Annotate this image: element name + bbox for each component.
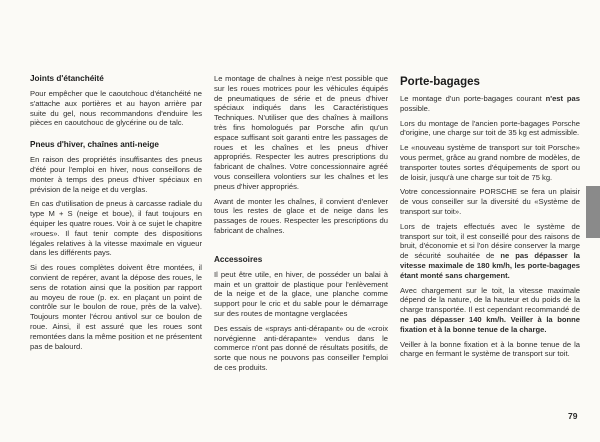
paragraph-joints: Pour empêcher que le caoutchouc d'étanchéité ne s'attache aux portières et au hayon arrière par suite du gel, nous recommandons d'enduire les pièces en caoutchouc de glycérine ou de talc. — [30, 89, 202, 128]
paragraph-accessoires-2: Des essais de «sprays anti-dérapant» ou de «croix norvégienne anti-dérapante» vendus dans le commerce n'ont pas donné de résultats positifs, de sorte que nous ne pouvons pas conseiller l'emploi de ces produits. — [214, 323, 388, 372]
column-right — [400, 76, 580, 364]
heading-pneus: Pneus d'hiver, chaînes anti-neige — [30, 140, 159, 150]
paragraph-porte-7: Veiller à la bonne fixation et à la bonne tenue de la charge en fermant le système de transport sur toit. — [400, 339, 580, 359]
paragraph-porte-1: Le montage d'un porte-bagages courant n'est pas possible. — [400, 94, 580, 113]
paragraph-porte-6: Avec chargement sur le toit, la vitesse maximale dépend de la nature, de la hauteur et du poids de la charge transportée. Il est cependant recommandé de ne pas dépasser 140 km/h. Veiller à la bonne fixation et à la bonne tenue de la charge. — [400, 285, 580, 334]
paragraph-porte-4: Votre concessionnaire PORSCHE se fera un plaisir de vous conseiller sur la diversité du «Système de transport sur toit». — [400, 187, 580, 216]
paragraph-pneus-1: En raison des propriétés insuffisantes des pneus d'été pour l'emploi en hiver, nous conseillons de monter à temps des pneus d'hiver spéciaux en prévision de la neige et du verglas. — [30, 155, 202, 194]
heading-porte-bagages: Porte-bagages — [400, 76, 480, 88]
section-thumb-tab — [586, 186, 600, 238]
page-number: 79 — [568, 411, 578, 421]
paragraph-porte-2: Lors du montage de l'ancien porte-bagages Porsche d'origine, une charge sur toit de 35 kg est admissible. — [400, 118, 580, 138]
paragraph-pneus-2: En cas d'utilisation de pneus à carcasse radiale du type M + S (neige et boue), il faut toujours en équiper les quatre roues. Voir à ce sujet le chapitre «roues». Il faut tenir compte des dispositions légales relatives à la vitesse maximale en vigueur dans les différents pays. — [30, 199, 202, 258]
heading-accessoires: Accessoires — [214, 254, 263, 264]
heading-joints: Joints d'étanchéité — [30, 74, 104, 83]
paragraph-porte-3: Le «nouveau système de transport sur toit Porsche» vous permet, grâce au grand nombre de modèles, de transporter toutes sortes d'équipements de sport ou de loisir, jusqu'à une charge sur toit de 75 kg. — [400, 143, 580, 182]
column-middle — [214, 74, 388, 378]
paragraph-pneus-3: Si des roues complètes doivent être montées, il convient de repérer, avant la dépose des roues, le sens de rotation ainsi que la position par rapport au moyeu de roue (p. ex. en plaçant un point de contrôle sur le boulon de roue, près de la valve). Toujours monter l'écrou antivol sur ce boulon de roue. Ainsi, il est assuré que les roues sont remontées dans la même position et ne présentent pas de balourd. — [30, 263, 202, 351]
paragraph-porte-5: Lors de trajets effectués avec le système de transport sur toit, il est conseillé pour des raisons de bruit, d'économie et si l'on désire conserver la marge de sécurité souhaitée de ne pas dépasser la vitesse maximale de 180 km/h, les porte-bagages étant monté sans chargement. — [400, 221, 580, 280]
paragraph-chaines-1: Le montage de chaînes à neige n'est possible que sur les roues motrices pour les véhicules équipés de pneumatiques de série et de pneus d'hiver spéciaux indiqués dans les Caractéristiques Techniques. N'utiliser que des chaînes à maillons très fins homologués par Porsche afin qu'un espace suffisant soit garanti entre les passages de roues et les chaînes et les pneus d'hiver appropriés. Respecter les autres prescriptions du fabricant de chaînes. Votre concessionnaire agréé vous conseillera volontiers sur les chaînes et les pneus d'hiver appropriés. — [214, 74, 388, 191]
column-left — [30, 74, 202, 356]
paragraph-accessoires-1: Il peut être utile, en hiver, de posséder un balai à main et un grattoir de plastique pour l'enlèvement de la neige et de la glace, une planche comme support pour le cric et du sable pour le démarrage sur des routes de montagne verglacées — [214, 269, 388, 318]
paragraph-chaines-2: Avant de monter les chaînes, il convient d'enlever tous les restes de glace et de neige dans les passages de roues. Respecter les prescriptions du fabricant de chaînes. — [214, 196, 388, 235]
